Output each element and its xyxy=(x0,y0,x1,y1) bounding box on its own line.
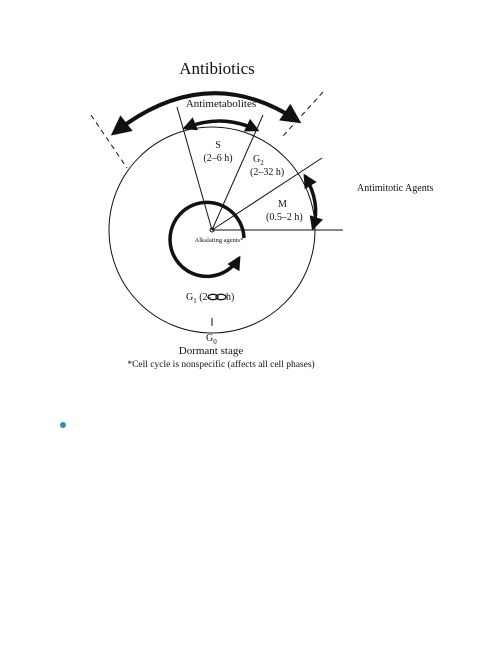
g2-phase-name: $G_2$ xyxy=(253,154,264,167)
list-bullet xyxy=(60,422,66,428)
s-phase-duration: (2–6 h) xyxy=(203,153,233,164)
footnote: *Cell cycle is nonspecific (affects all cell phases) xyxy=(127,360,315,370)
diagram-title: Antibiotics xyxy=(179,59,255,78)
dormant-stage-label: Dormant stage xyxy=(178,345,244,357)
s-phase-name: S xyxy=(215,140,221,151)
antimitotic-label: Antimitotic Agents xyxy=(357,183,434,194)
antimitotic-arrow xyxy=(305,176,316,228)
dashed-line-left xyxy=(91,115,127,168)
g1-phase-suffix: h) xyxy=(226,292,235,303)
g2-phase-duration: (2–32 h) xyxy=(250,167,285,178)
g0-phase-name: $G_0$ xyxy=(206,333,217,346)
m-phase-duration: (0.5–2 h) xyxy=(266,212,303,223)
alkylating-label: Alkalating agents* xyxy=(194,237,244,244)
antimetabolites-label: Antimetabolites xyxy=(185,98,257,110)
g1-phase-label: $G_1$ (2- xyxy=(186,292,211,305)
m-phase-name: M xyxy=(278,199,287,210)
